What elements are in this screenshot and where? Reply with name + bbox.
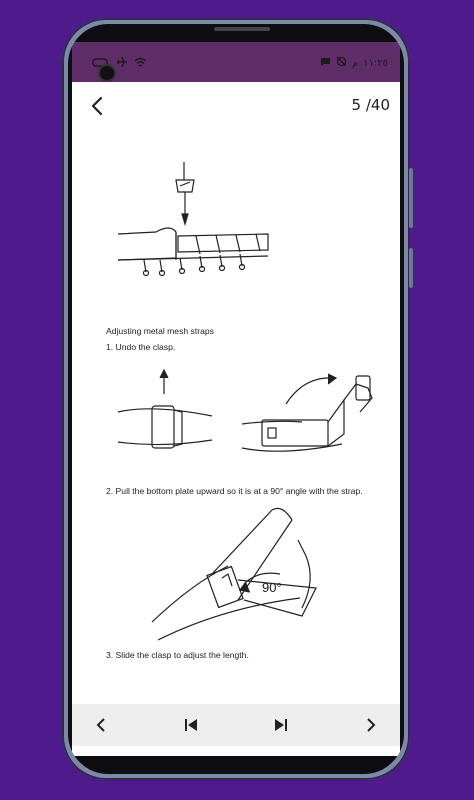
back-chevron-icon <box>84 92 112 120</box>
airplane-icon <box>116 56 128 71</box>
status-time: ١١:٢٥ <box>363 57 388 69</box>
front-camera <box>100 66 114 80</box>
wifi-icon <box>134 57 147 71</box>
circle-home-icon <box>228 755 246 756</box>
reader-top-bar <box>72 82 400 128</box>
document-page <box>72 128 400 698</box>
chevron-right-icon <box>365 718 377 732</box>
skip-to-end-icon <box>274 718 288 732</box>
undo-clasp-illustration <box>72 364 400 474</box>
total-pages: /40 <box>365 96 390 114</box>
no-alarm-icon <box>336 56 347 70</box>
status-indicator: م <box>351 57 359 69</box>
last-page-button[interactable] <box>266 710 296 740</box>
page-navigation-bar <box>72 704 400 746</box>
section-title: Adjusting metal mesh straps <box>106 326 214 336</box>
chevron-left-icon <box>95 718 107 732</box>
back-button[interactable] <box>84 92 112 120</box>
volume-button <box>409 168 413 228</box>
step-1-text: 1. Undo the clasp. <box>106 342 176 352</box>
earpiece-speaker <box>214 27 270 31</box>
step-3-text: 3. Slide the clasp to adjust the length. <box>106 650 249 660</box>
screen <box>72 42 400 756</box>
page-indicator <box>352 96 390 114</box>
ninety-degree-illustration <box>72 500 400 650</box>
next-page-button[interactable] <box>356 710 386 740</box>
angle-label: 90° <box>262 580 282 595</box>
strap-pin-illustration <box>72 128 400 328</box>
first-page-button[interactable] <box>176 710 206 740</box>
message-icon <box>320 57 331 70</box>
skip-to-start-icon <box>184 718 198 732</box>
system-home-button[interactable] <box>228 755 246 756</box>
phone-frame <box>62 18 410 780</box>
status-bar <box>72 42 400 82</box>
step-2-text: 2. Pull the bottom plate upward so it is at a 90° angle with the strap. <box>106 486 363 496</box>
system-navigation-bar <box>72 746 400 756</box>
power-button <box>409 248 413 288</box>
current-page: 5 <box>351 96 362 114</box>
prev-page-button[interactable] <box>86 710 116 740</box>
phone-body <box>68 24 404 774</box>
status-right-icons <box>320 56 388 70</box>
